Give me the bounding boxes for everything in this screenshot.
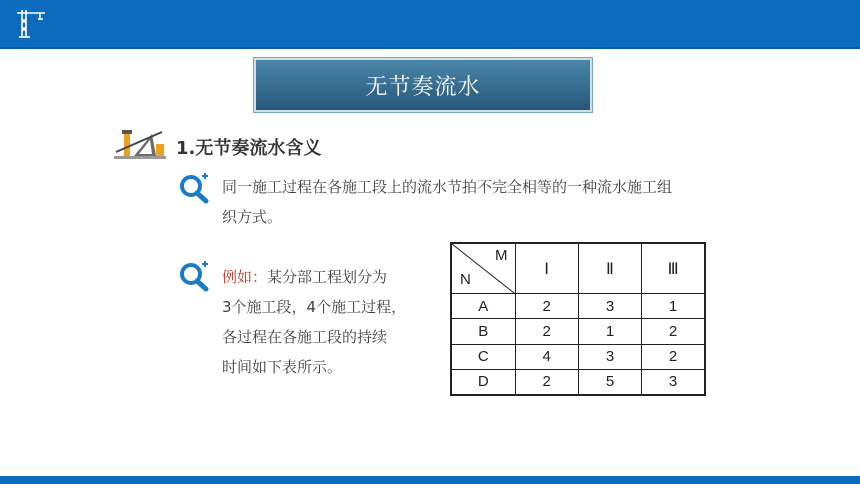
table-row (451, 369, 705, 395)
table-cell: 5 (578, 369, 641, 395)
example-text (222, 262, 432, 382)
table-cell: 1 (578, 319, 641, 344)
column-header: Ⅰ (515, 243, 578, 294)
example-line-1-rest: 某分部工程划分为 (267, 268, 388, 286)
table-row (451, 319, 705, 344)
row-header: C (451, 344, 515, 369)
definition-text (222, 172, 742, 232)
row-header: B (451, 319, 515, 344)
table-cell: 2 (515, 319, 578, 344)
page-title: 无节奏流水 (256, 60, 590, 110)
table-cell: 2 (642, 344, 705, 369)
magnifier-icon (178, 260, 210, 292)
column-header: Ⅱ (578, 243, 641, 294)
bottom-bar (0, 476, 860, 484)
example-line-1 (222, 262, 432, 292)
definition-line-1: 同一施工过程在各施工段上的流水节拍不完全相等的一种流水施工组 (222, 178, 673, 196)
corner-label-n: N (460, 271, 471, 289)
table-row (451, 344, 705, 369)
construction-tools-icon (112, 126, 168, 160)
example-label: 例如： (222, 268, 268, 286)
table-cell: 3 (642, 369, 705, 395)
table-row (451, 294, 705, 319)
top-bar (0, 0, 860, 49)
table-cell: 3 (578, 294, 641, 319)
table-corner-cell (451, 243, 515, 294)
row-header: A (451, 294, 515, 319)
table-cell: 2 (515, 294, 578, 319)
example-line-2: 3个施工段，4个施工过程， (222, 298, 407, 316)
table-cell: 3 (578, 344, 641, 369)
corner-label-m: M (495, 247, 508, 264)
definition-line-2: 织方式。 (222, 208, 283, 226)
table-header-row (451, 243, 705, 294)
column-header: Ⅲ (642, 243, 705, 294)
magnifier-icon (178, 172, 210, 204)
table-cell: 4 (515, 344, 578, 369)
example-line-3: 各过程在各施工段的持续 (222, 328, 388, 346)
crane-icon (14, 7, 48, 39)
duration-table (450, 242, 706, 396)
table-cell: 2 (642, 319, 705, 344)
table-cell: 2 (515, 369, 578, 395)
section-heading: 1.无节奏流水含义 (176, 138, 322, 159)
example-line-4: 时间如下表所示。 (222, 358, 343, 376)
row-header: D (451, 369, 515, 395)
table-cell: 1 (642, 294, 705, 319)
